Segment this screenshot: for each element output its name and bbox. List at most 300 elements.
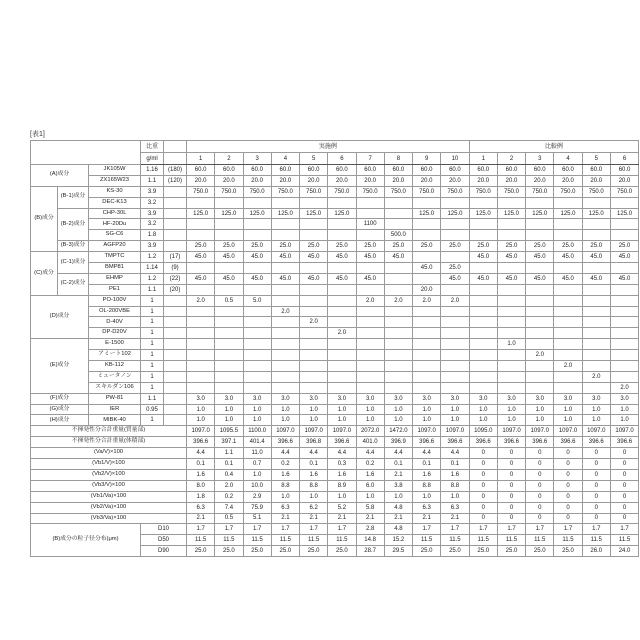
example-value-cell: 8.8 bbox=[271, 480, 299, 491]
example-value-cell: 1.0 bbox=[300, 404, 328, 415]
comparative-value-cell: 0 bbox=[497, 513, 525, 524]
comparative-value-cell bbox=[469, 350, 497, 361]
comparative-value-cell bbox=[582, 284, 610, 295]
comparative-value-cell: 750.0 bbox=[526, 186, 554, 197]
unit-value-cell: (17) bbox=[164, 252, 187, 263]
example-value-cell: 45.0 bbox=[413, 263, 441, 274]
comparative-value-cell: 0 bbox=[554, 502, 582, 513]
comparative-value-cell: 0 bbox=[610, 502, 638, 513]
example-value-cell bbox=[384, 208, 412, 219]
group-label-cell: (A)成分 bbox=[31, 165, 89, 187]
example-value-cell: 25.0 bbox=[215, 241, 243, 252]
group-label-cell: (B)成分 bbox=[31, 186, 58, 251]
comparative-value-cell bbox=[526, 361, 554, 372]
example-value-cell: 60.0 bbox=[243, 165, 271, 176]
comparative-value-cell: 24.0 bbox=[610, 546, 638, 557]
percentile-label-cell: D90 bbox=[141, 546, 187, 557]
example-value-cell: 1.0 bbox=[328, 415, 356, 426]
comparative-value-cell: 60.0 bbox=[497, 165, 525, 176]
comparative-value-cell: 45.0 bbox=[554, 273, 582, 284]
example-value-cell: 20.0 bbox=[413, 175, 441, 186]
comparative-value-cell: 1.0 bbox=[582, 404, 610, 415]
comparative-value-cell: 25.0 bbox=[497, 546, 525, 557]
example-value-cell: 45.0 bbox=[215, 252, 243, 263]
example-value-cell bbox=[441, 339, 469, 350]
example-value-cell: 125.0 bbox=[300, 208, 328, 219]
example-value-cell: 1.7 bbox=[300, 524, 328, 535]
comparative-value-cell: 11.5 bbox=[526, 535, 554, 546]
example-value-cell: 20.0 bbox=[215, 175, 243, 186]
example-value-cell bbox=[328, 197, 356, 208]
comparative-value-cell: 3.0 bbox=[554, 393, 582, 404]
example-value-cell: 25.0 bbox=[243, 241, 271, 252]
example-value-cell bbox=[384, 263, 412, 274]
comparative-value-cell: 0 bbox=[610, 513, 638, 524]
material-name-cell: HF-20Du bbox=[89, 219, 141, 230]
example-value-cell: 20.0 bbox=[356, 175, 384, 186]
example-value-cell bbox=[215, 284, 243, 295]
comparative-value-cell: 750.0 bbox=[610, 186, 638, 197]
example-value-cell bbox=[356, 361, 384, 372]
example-value-cell: 11.5 bbox=[328, 535, 356, 546]
comparative-value-cell: 0 bbox=[582, 491, 610, 502]
example-value-cell: 4.8 bbox=[384, 502, 412, 513]
unit-value-cell bbox=[164, 371, 187, 382]
comparative-value-cell bbox=[497, 371, 525, 382]
example-value-cell: 0.1 bbox=[187, 459, 215, 470]
unit-value-cell bbox=[164, 404, 187, 415]
comparative-value-cell bbox=[469, 230, 497, 241]
unit-value-cell: (22) bbox=[164, 273, 187, 284]
example-value-cell bbox=[441, 382, 469, 393]
comparative-value-cell bbox=[610, 317, 638, 328]
unit-value-cell bbox=[164, 208, 187, 219]
summary-label-cell: 不揮発性分合計重量(体積部) bbox=[31, 437, 187, 448]
comparative-value-cell bbox=[610, 284, 638, 295]
comparative-value-cell: 45.0 bbox=[497, 273, 525, 284]
material-name-cell: AGFP20 bbox=[89, 241, 141, 252]
example-value-cell: 60.0 bbox=[356, 165, 384, 176]
comparative-value-cell: 11.5 bbox=[469, 535, 497, 546]
unit-label: g/ml bbox=[141, 153, 164, 165]
example-value-cell: 1.0 bbox=[384, 404, 412, 415]
comparative-value-cell bbox=[610, 306, 638, 317]
example-value-cell: 20.0 bbox=[384, 175, 412, 186]
material-name-cell: DEC-K13 bbox=[89, 197, 141, 208]
example-value-cell: 6.3 bbox=[271, 502, 299, 513]
example-value-cell: 2.0 bbox=[187, 295, 215, 306]
example-value-cell bbox=[413, 317, 441, 328]
ratio-label-cell: (Vb1/Va)×100 bbox=[31, 491, 187, 502]
percentile-label-cell: D50 bbox=[141, 535, 187, 546]
comparative-value-cell: 0 bbox=[526, 502, 554, 513]
comparative-value-cell: 0 bbox=[497, 469, 525, 480]
specific-gravity-cell: 0.95 bbox=[141, 404, 164, 415]
comparative-value-cell bbox=[469, 306, 497, 317]
example-value-cell: 125.0 bbox=[215, 208, 243, 219]
example-value-cell: 20.0 bbox=[243, 175, 271, 186]
comparative-value-cell: 0 bbox=[554, 459, 582, 470]
example-value-cell: 25.0 bbox=[215, 546, 243, 557]
example-value-cell: 2.1 bbox=[300, 513, 328, 524]
example-value-cell bbox=[300, 295, 328, 306]
example-value-cell: 45.0 bbox=[215, 273, 243, 284]
example-value-cell: 8.8 bbox=[413, 480, 441, 491]
example-value-cell bbox=[243, 263, 271, 274]
example-value-cell bbox=[356, 317, 384, 328]
example-value-cell: 4.4 bbox=[413, 448, 441, 459]
comparative-value-cell bbox=[582, 339, 610, 350]
example-value-cell bbox=[328, 361, 356, 372]
comparative-value-cell bbox=[582, 197, 610, 208]
comparative-value-cell: 1097.0 bbox=[554, 426, 582, 437]
example-value-cell bbox=[300, 382, 328, 393]
example-value-cell: 0.5 bbox=[215, 295, 243, 306]
specific-gravity-cell: 1.16 bbox=[141, 165, 164, 176]
example-value-cell: 3.8 bbox=[384, 480, 412, 491]
example-value-cell: 750.0 bbox=[300, 186, 328, 197]
comparative-value-cell: 2.0 bbox=[526, 350, 554, 361]
specific-gravity-cell: 1 bbox=[141, 415, 164, 426]
composition-table bbox=[30, 140, 639, 557]
example-value-cell: 1097.0 bbox=[300, 426, 328, 437]
comparative-value-cell bbox=[497, 219, 525, 230]
example-value-cell: 1472.0 bbox=[384, 426, 412, 437]
comparative-value-cell bbox=[497, 382, 525, 393]
comparative-value-cell bbox=[554, 230, 582, 241]
comparative-value-cell bbox=[526, 371, 554, 382]
example-value-cell: 4.4 bbox=[356, 448, 384, 459]
example-value-cell bbox=[271, 328, 299, 339]
comparative-value-cell: 25.0 bbox=[554, 546, 582, 557]
example-value-cell: 3.0 bbox=[215, 393, 243, 404]
example-value-cell: 500.0 bbox=[384, 230, 412, 241]
example-value-cell: 1.8 bbox=[187, 491, 215, 502]
material-name-cell: PW-81 bbox=[89, 393, 141, 404]
example-value-cell bbox=[300, 230, 328, 241]
summary-label-cell: 不揮発性分合計重量(質量部) bbox=[31, 426, 187, 437]
specific-gravity-cell: 3.2 bbox=[141, 197, 164, 208]
comparative-value-cell bbox=[497, 317, 525, 328]
comparative-value-cell bbox=[582, 382, 610, 393]
example-value-cell: 2.0 bbox=[328, 328, 356, 339]
example-value-cell: 1.7 bbox=[271, 524, 299, 535]
example-value-cell bbox=[413, 328, 441, 339]
comparative-value-cell bbox=[497, 361, 525, 372]
example-value-cell bbox=[328, 295, 356, 306]
example-value-cell: 45.0 bbox=[243, 252, 271, 263]
material-name-cell: TMPTC bbox=[89, 252, 141, 263]
example-value-cell: 2.0 bbox=[441, 295, 469, 306]
example-value-cell: 0.2 bbox=[271, 459, 299, 470]
example-value-cell bbox=[300, 306, 328, 317]
specific-gravity-cell: 1 bbox=[141, 306, 164, 317]
example-value-cell bbox=[271, 197, 299, 208]
comparative-value-cell: 0 bbox=[469, 491, 497, 502]
ratio-label-cell: (Vb3/V)×100 bbox=[31, 480, 187, 491]
comparative-value-cell: 1097.0 bbox=[582, 426, 610, 437]
example-value-cell bbox=[441, 371, 469, 382]
unit-value-cell bbox=[164, 306, 187, 317]
example-value-cell: 1.0 bbox=[441, 415, 469, 426]
example-value-cell bbox=[187, 230, 215, 241]
comparative-value-cell: 45.0 bbox=[554, 252, 582, 263]
group-label-cell: (G)成分 bbox=[31, 404, 89, 415]
comparative-value-cell: 25.0 bbox=[469, 546, 497, 557]
comparative-value-cell bbox=[582, 361, 610, 372]
example-value-cell bbox=[300, 219, 328, 230]
unit-value-cell bbox=[164, 393, 187, 404]
comparative-value-cell: 1.0 bbox=[526, 415, 554, 426]
example-value-cell: 25.0 bbox=[243, 546, 271, 557]
example-value-cell: 125.0 bbox=[187, 208, 215, 219]
example-value-cell: 2.1 bbox=[328, 513, 356, 524]
example-value-cell: 4.4 bbox=[384, 448, 412, 459]
unit-value-cell bbox=[164, 361, 187, 372]
example-value-cell: 1.0 bbox=[215, 415, 243, 426]
example-value-cell: 10.0 bbox=[243, 480, 271, 491]
example-value-cell: 396.6 bbox=[328, 437, 356, 448]
example-value-cell bbox=[243, 219, 271, 230]
example-value-cell: 2.1 bbox=[187, 513, 215, 524]
example-value-cell: 1.0 bbox=[271, 404, 299, 415]
example-value-cell: 396.6 bbox=[187, 437, 215, 448]
example-value-cell: 1.6 bbox=[271, 469, 299, 480]
example-value-cell bbox=[243, 284, 271, 295]
example-value-cell: 3.0 bbox=[413, 393, 441, 404]
example-value-cell: 11.5 bbox=[300, 535, 328, 546]
example-value-cell: 1.0 bbox=[300, 415, 328, 426]
comparative-value-cell: 396.6 bbox=[469, 437, 497, 448]
example-value-cell: 5.1 bbox=[243, 513, 271, 524]
example-value-cell: 750.0 bbox=[215, 186, 243, 197]
example-value-cell bbox=[413, 350, 441, 361]
material-name-cell: BMP81 bbox=[89, 263, 141, 274]
comparative-value-cell: 1.0 bbox=[497, 404, 525, 415]
comparative-value-cell: 750.0 bbox=[497, 186, 525, 197]
example-value-cell: 60.0 bbox=[328, 165, 356, 176]
comparative-value-cell: 0 bbox=[610, 469, 638, 480]
comparative-value-cell bbox=[497, 328, 525, 339]
comparative-value-cell: 1.7 bbox=[554, 524, 582, 535]
example-value-cell bbox=[384, 306, 412, 317]
example-value-cell bbox=[271, 263, 299, 274]
example-value-cell bbox=[187, 219, 215, 230]
unit-value-cell: (9) bbox=[164, 263, 187, 274]
example-value-cell: 45.0 bbox=[328, 252, 356, 263]
comparative-value-cell: 0 bbox=[582, 459, 610, 470]
comparative-value-cell: 1.7 bbox=[582, 524, 610, 535]
example-value-cell bbox=[300, 371, 328, 382]
example-value-cell: 1.7 bbox=[187, 524, 215, 535]
example-value-cell bbox=[187, 284, 215, 295]
example-value-cell: 1.6 bbox=[187, 469, 215, 480]
example-value-cell: 1.0 bbox=[413, 415, 441, 426]
example-value-cell: 750.0 bbox=[441, 186, 469, 197]
example-value-cell: 25.0 bbox=[441, 241, 469, 252]
example-value-cell: 25.0 bbox=[300, 546, 328, 557]
comparative-value-cell: 0 bbox=[526, 448, 554, 459]
example-value-cell bbox=[271, 339, 299, 350]
example-value-cell: 1.0 bbox=[356, 491, 384, 502]
example-value-cell bbox=[413, 252, 441, 263]
comparative-value-cell: 0 bbox=[610, 491, 638, 502]
specific-gravity-cell: 1 bbox=[141, 350, 164, 361]
example-value-cell bbox=[356, 382, 384, 393]
unit-blank bbox=[164, 153, 187, 165]
comparative-value-cell: 1.7 bbox=[526, 524, 554, 535]
example-value-cell bbox=[300, 263, 328, 274]
example-value-cell: 0.1 bbox=[300, 459, 328, 470]
example-value-cell bbox=[243, 230, 271, 241]
example-value-cell: 3.0 bbox=[271, 393, 299, 404]
comparative-value-cell: 1.7 bbox=[469, 524, 497, 535]
comparative-col-number: 6 bbox=[610, 153, 638, 165]
comparative-value-cell bbox=[610, 263, 638, 274]
example-value-cell bbox=[215, 339, 243, 350]
comparative-value-cell bbox=[469, 263, 497, 274]
example-value-cell: 3.0 bbox=[441, 393, 469, 404]
comparative-value-cell: 0 bbox=[497, 480, 525, 491]
comparative-value-cell bbox=[582, 230, 610, 241]
example-value-cell: 125.0 bbox=[441, 208, 469, 219]
table-header bbox=[31, 141, 639, 165]
material-name-cell: DP-D20V bbox=[89, 328, 141, 339]
comparative-value-cell bbox=[469, 339, 497, 350]
example-value-cell: 1097.0 bbox=[271, 426, 299, 437]
example-value-cell bbox=[271, 230, 299, 241]
example-col-number: 1 bbox=[187, 153, 215, 165]
comparative-value-cell bbox=[497, 295, 525, 306]
comparative-value-cell: 0 bbox=[497, 491, 525, 502]
example-value-cell: 2.0 bbox=[300, 317, 328, 328]
comparative-value-cell: 0 bbox=[582, 448, 610, 459]
example-value-cell bbox=[215, 197, 243, 208]
example-value-cell: 45.0 bbox=[441, 273, 469, 284]
comparative-value-cell: 0 bbox=[497, 459, 525, 470]
comparative-value-cell: 1.0 bbox=[610, 415, 638, 426]
comparative-value-cell: 1097.0 bbox=[497, 426, 525, 437]
example-value-cell: 1.0 bbox=[328, 491, 356, 502]
example-value-cell bbox=[243, 371, 271, 382]
example-value-cell bbox=[300, 339, 328, 350]
example-value-cell: 3.0 bbox=[384, 393, 412, 404]
example-value-cell: 25.0 bbox=[328, 241, 356, 252]
unit-value-cell bbox=[164, 350, 187, 361]
example-value-cell: 125.0 bbox=[243, 208, 271, 219]
example-value-cell bbox=[300, 197, 328, 208]
comparative-value-cell bbox=[554, 306, 582, 317]
example-col-number: 8 bbox=[384, 153, 412, 165]
example-value-cell bbox=[215, 382, 243, 393]
comparative-value-cell: 0 bbox=[469, 448, 497, 459]
specific-gravity-cell: 1 bbox=[141, 361, 164, 372]
material-name-cell: KB-112 bbox=[89, 361, 141, 372]
example-value-cell bbox=[356, 350, 384, 361]
comparative-value-cell: 3.0 bbox=[497, 393, 525, 404]
example-value-cell bbox=[271, 295, 299, 306]
example-value-cell bbox=[328, 284, 356, 295]
example-value-cell bbox=[441, 219, 469, 230]
example-value-cell: 4.8 bbox=[384, 524, 412, 535]
example-value-cell bbox=[300, 350, 328, 361]
comparative-value-cell bbox=[554, 197, 582, 208]
group-label-cell: (C)成分 bbox=[31, 252, 58, 296]
example-value-cell: 29.5 bbox=[384, 546, 412, 557]
comparative-value-cell bbox=[610, 295, 638, 306]
example-col-number: 2 bbox=[215, 153, 243, 165]
comparative-value-cell: 1.0 bbox=[554, 415, 582, 426]
comparative-value-cell: 0 bbox=[554, 491, 582, 502]
example-value-cell bbox=[215, 263, 243, 274]
comparative-value-cell: 45.0 bbox=[610, 252, 638, 263]
comparative-value-cell: 45.0 bbox=[526, 273, 554, 284]
example-value-cell: 11.5 bbox=[271, 535, 299, 546]
comparative-value-cell: 2.0 bbox=[582, 371, 610, 382]
comparative-value-cell bbox=[610, 328, 638, 339]
example-value-cell bbox=[215, 328, 243, 339]
example-value-cell: 750.0 bbox=[328, 186, 356, 197]
comparative-value-cell: 2.0 bbox=[610, 382, 638, 393]
example-value-cell bbox=[441, 328, 469, 339]
example-value-cell: 25.0 bbox=[300, 241, 328, 252]
example-value-cell: 1.0 bbox=[384, 415, 412, 426]
example-value-cell: 25.0 bbox=[187, 546, 215, 557]
example-value-cell: 396.8 bbox=[300, 437, 328, 448]
example-value-cell: 4.4 bbox=[441, 448, 469, 459]
comparative-value-cell bbox=[610, 371, 638, 382]
group-label-cell: (D)成分 bbox=[31, 295, 89, 339]
percentile-label-cell: D10 bbox=[141, 524, 187, 535]
comparative-value-cell: 26.0 bbox=[582, 546, 610, 557]
material-name-cell: OL-200VBE bbox=[89, 306, 141, 317]
example-value-cell: 20.0 bbox=[300, 175, 328, 186]
example-value-cell bbox=[300, 284, 328, 295]
specific-gravity-cell: 1.2 bbox=[141, 252, 164, 263]
comparative-value-cell: 25.0 bbox=[497, 241, 525, 252]
example-value-cell: 45.0 bbox=[187, 252, 215, 263]
comparative-value-cell bbox=[497, 263, 525, 274]
example-value-cell bbox=[441, 317, 469, 328]
example-value-cell bbox=[384, 361, 412, 372]
comparative-value-cell: 25.0 bbox=[526, 546, 554, 557]
comparative-value-cell: 20.0 bbox=[554, 175, 582, 186]
comparative-col-number: 3 bbox=[526, 153, 554, 165]
example-value-cell: 2.1 bbox=[441, 513, 469, 524]
comparative-value-cell: 0 bbox=[469, 459, 497, 470]
example-value-cell: 11.5 bbox=[187, 535, 215, 546]
example-value-cell bbox=[271, 361, 299, 372]
example-value-cell: 28.7 bbox=[356, 546, 384, 557]
example-col-number: 3 bbox=[243, 153, 271, 165]
example-value-cell bbox=[215, 371, 243, 382]
comparative-value-cell bbox=[554, 263, 582, 274]
comparative-value-cell bbox=[554, 328, 582, 339]
corner-cell bbox=[31, 141, 141, 165]
example-value-cell bbox=[413, 197, 441, 208]
comparative-value-cell: 125.0 bbox=[469, 208, 497, 219]
ratio-label-cell: (Vb1/V)×100 bbox=[31, 459, 187, 470]
comparative-value-cell bbox=[582, 219, 610, 230]
example-value-cell bbox=[356, 230, 384, 241]
comparative-value-cell bbox=[469, 361, 497, 372]
comparative-value-cell bbox=[469, 284, 497, 295]
example-value-cell: 1100.0 bbox=[243, 426, 271, 437]
comparative-value-cell: 20.0 bbox=[469, 175, 497, 186]
example-value-cell: 45.0 bbox=[300, 273, 328, 284]
examples-group-header: 実施例 bbox=[187, 141, 470, 153]
comparative-value-cell: 1.0 bbox=[610, 404, 638, 415]
